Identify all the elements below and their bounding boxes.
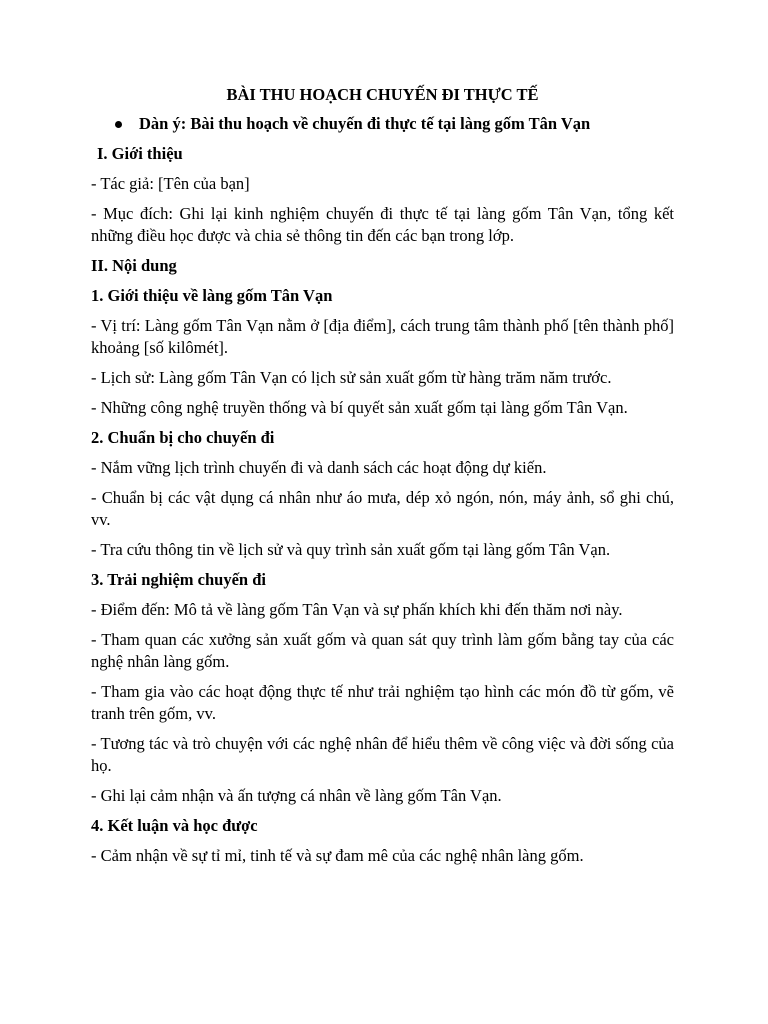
subsection-heading-4: 4. Kết luận và học được bbox=[91, 816, 258, 835]
paragraph-item: - Ghi lại cảm nhận và ấn tượng cá nhân về làng gốm Tân Vạn. bbox=[91, 786, 502, 805]
outline-bullet bbox=[91, 113, 674, 135]
section-heading-intro: I. Giới thiệu bbox=[97, 144, 183, 163]
section-heading-content: II. Nội dung bbox=[91, 256, 177, 275]
paragraph-item: - Vị trí: Làng gốm Tân Vạn nằm ở [địa điểm], cách trung tâm thành phố [tên thành phố] khoảng [số kilômét]. bbox=[91, 316, 674, 357]
document-page bbox=[91, 84, 674, 875]
paragraph-item: - Tra cứu thông tin về lịch sử và quy trình sản xuất gốm tại làng gốm Tân Vạn. bbox=[91, 540, 611, 559]
subsection-heading-2: 2. Chuẩn bị cho chuyến đi bbox=[91, 428, 275, 447]
paragraph-purpose: - Mục đích: Ghi lại kinh nghiệm chuyến đi thực tế tại làng gốm Tân Vạn, tổng kết những điều học được và chia sẻ thông tin đến các bạn trong lớp. bbox=[91, 204, 674, 245]
subsection-heading-1: 1. Giới thiệu về làng gốm Tân Vạn bbox=[91, 286, 333, 305]
paragraph-item: - Lịch sử: Làng gốm Tân Vạn có lịch sử sản xuất gốm từ hàng trăm năm trước. bbox=[91, 368, 612, 387]
paragraph-item: - Tương tác và trò chuyện với các nghệ nhân để hiểu thêm về công việc và đời sống của họ. bbox=[91, 734, 674, 775]
paragraph-item: - Điểm đến: Mô tả về làng gốm Tân Vạn và sự phấn khích khi đến thăm nơi này. bbox=[91, 600, 623, 619]
paragraph-item: - Cảm nhận về sự tỉ mỉ, tinh tế và sự đam mê của các nghệ nhân làng gốm. bbox=[91, 846, 584, 865]
paragraph-item: - Nắm vững lịch trình chuyến đi và danh sách các hoạt động dự kiến. bbox=[91, 458, 547, 477]
paragraph-item: - Tham quan các xưởng sản xuất gốm và quan sát quy trình làm gốm bằng tay của các nghệ nhân làng gốm. bbox=[91, 630, 674, 671]
document-title: BÀI THU HOẠCH CHUYẾN ĐI THỰC TẾ bbox=[226, 85, 539, 104]
outline-text: Dàn ý: Bài thu hoạch về chuyến đi thực tế tại làng gốm Tân Vạn bbox=[139, 114, 591, 133]
bullet-dot-icon bbox=[115, 121, 122, 128]
paragraph-author: - Tác giả: [Tên của bạn] bbox=[91, 174, 250, 193]
paragraph-item: - Những công nghệ truyền thống và bí quyết sản xuất gốm tại làng gốm Tân Vạn. bbox=[91, 398, 628, 417]
paragraph-item: - Tham gia vào các hoạt động thực tế như trải nghiệm tạo hình các món đồ từ gốm, vẽ tranh trên gốm, vv. bbox=[91, 682, 674, 723]
paragraph-item: - Chuẩn bị các vật dụng cá nhân như áo mưa, dép xỏ ngón, nón, máy ảnh, sổ ghi chú, vv. bbox=[91, 488, 674, 529]
subsection-heading-3: 3. Trải nghiệm chuyến đi bbox=[91, 570, 266, 589]
